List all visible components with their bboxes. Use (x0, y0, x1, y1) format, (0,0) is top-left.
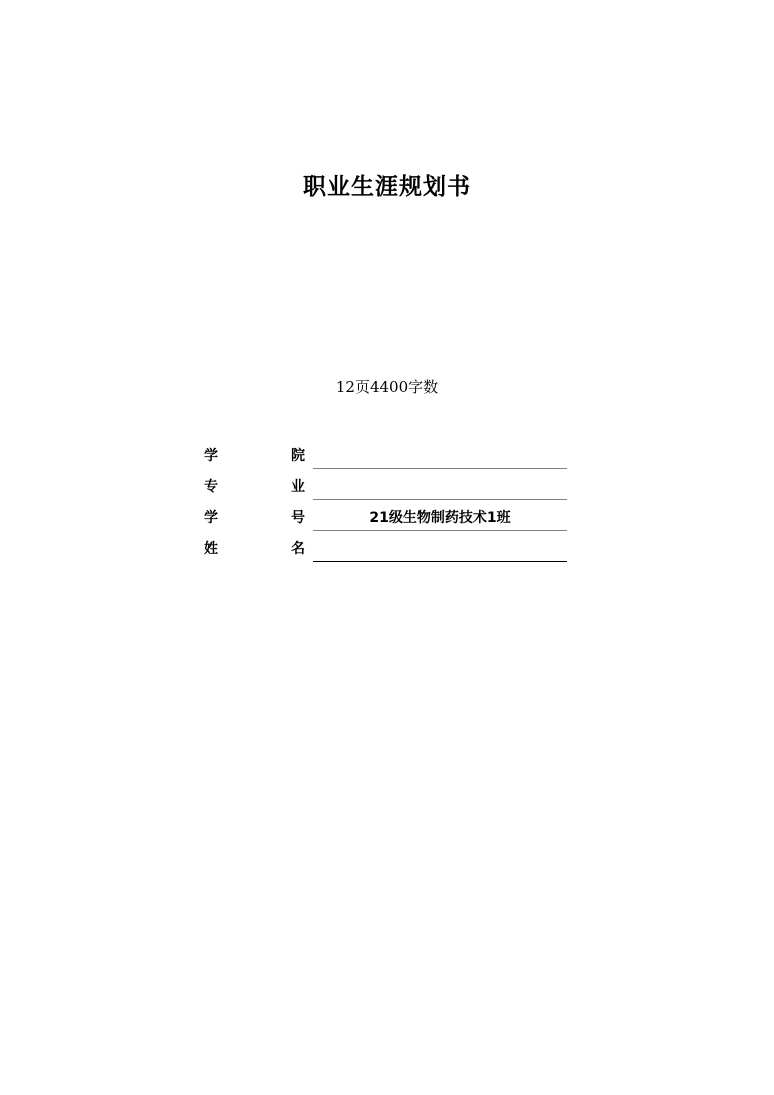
major-label-char-2: 业 (291, 479, 305, 495)
name-label-char-1: 姓 (204, 541, 218, 557)
student-id-label-char-2: 号 (291, 510, 305, 526)
student-id-field[interactable]: 21级生物制药技术1班 (313, 503, 567, 531)
info-row-name (204, 534, 567, 565)
college-label-char-1: 学 (204, 448, 218, 464)
college-field[interactable] (313, 441, 567, 469)
name-field[interactable] (313, 534, 567, 562)
info-row-college (204, 441, 567, 472)
page-word-count: 12页4400字数 (335, 378, 439, 396)
info-row-major (204, 472, 567, 503)
name-label-char-2: 名 (291, 541, 305, 557)
college-label-char-2: 院 (291, 448, 305, 464)
major-label-char-1: 专 (204, 479, 218, 495)
document-title: 职业生涯规划书 (303, 174, 471, 200)
info-form (204, 441, 567, 565)
info-row-student-id (204, 503, 567, 534)
student-id-label-char-1: 学 (204, 510, 218, 526)
major-field[interactable] (313, 472, 567, 500)
